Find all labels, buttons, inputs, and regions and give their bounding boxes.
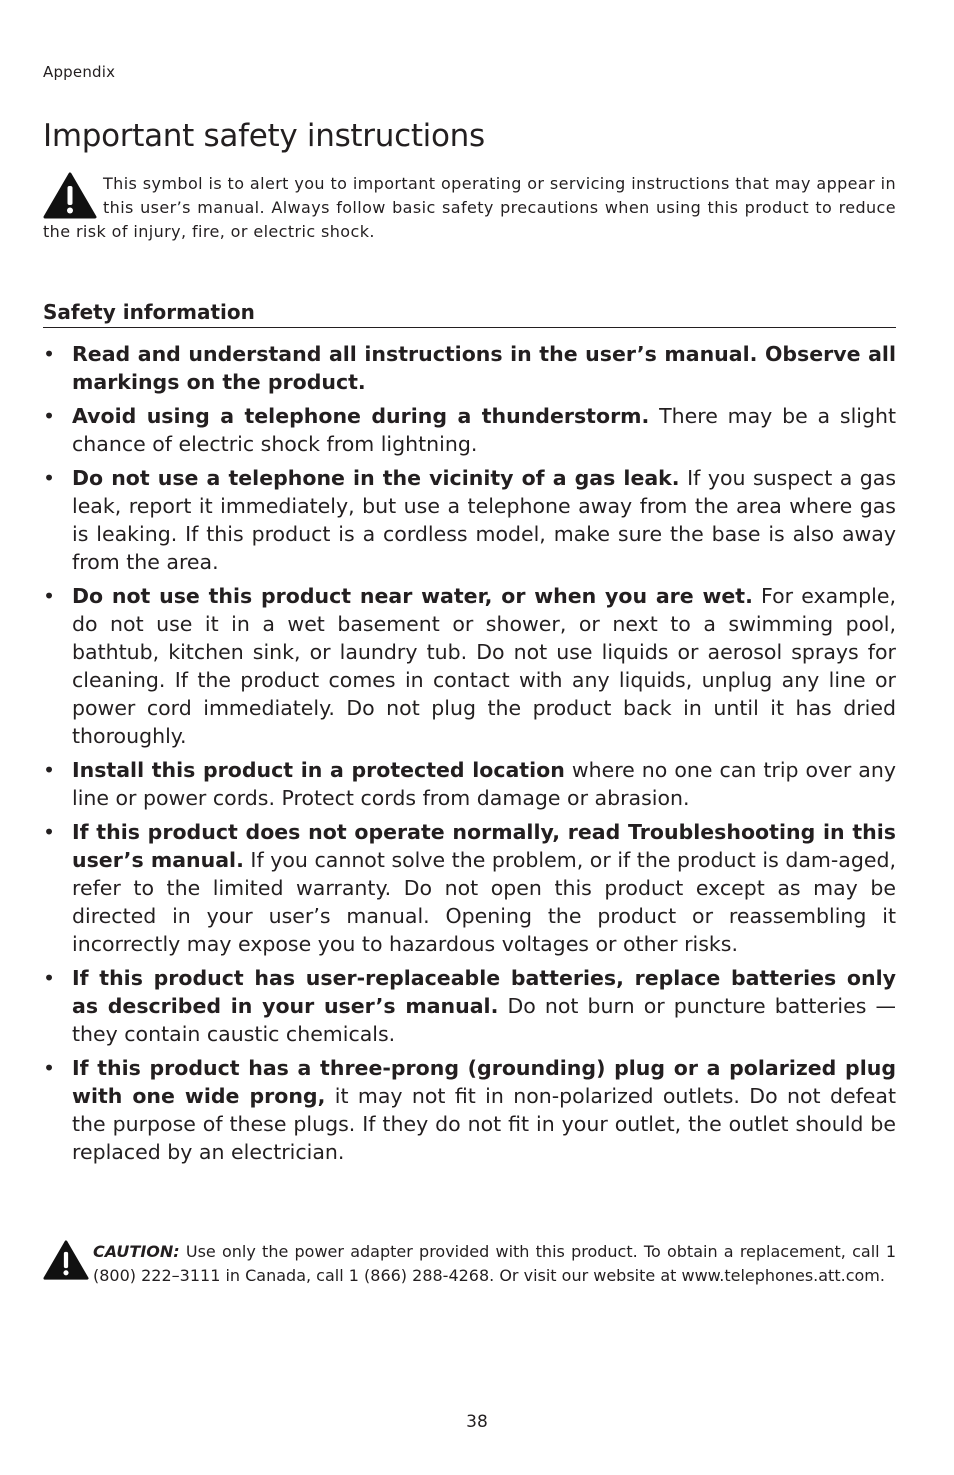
page-title: Important safety instructions bbox=[43, 118, 485, 154]
item-text: For example, do not use it in a wet basement or shower, or next to a swimming pool, bathtub, kitchen sink, or laundry tub. Do not use liquids or aerosol sprays for cleaning. If the product comes in contact with any liquids, unplug any line or power cord immediately. Do not plug the product back in until it has dried thoroughly. bbox=[72, 584, 896, 748]
item-bold-text: Install this product in a protected location bbox=[72, 758, 565, 782]
bullet: • bbox=[43, 1056, 56, 1080]
list-item bbox=[43, 818, 896, 958]
list-item bbox=[43, 582, 896, 750]
bullet: • bbox=[43, 820, 56, 844]
caution-label: CAUTION: bbox=[93, 1242, 180, 1261]
page-number: 38 bbox=[466, 1412, 488, 1432]
list-item bbox=[43, 1054, 896, 1166]
list-item bbox=[43, 964, 896, 1048]
item-bold-text: If this product has user-replaceable batteries, replace batteries only as described in your user’s manual. bbox=[72, 966, 896, 1018]
bullet: • bbox=[43, 404, 56, 428]
item-text: If you cannot solve the problem, or if the product is dam-aged, refer to the limited warranty. Do not open this product except as may be directed in your user’s manual. Opening the product or reassembling it incorrectly may expose you to hazardous voltages or other risks. bbox=[72, 848, 896, 956]
item-bold-text: If this product does not operate normally, read Troubleshooting in this user’s manual. bbox=[72, 820, 896, 872]
item-text: where no one can trip over any line or power cords. Protect cords from damage or abrasion. bbox=[72, 758, 896, 810]
warning-triangle-icon bbox=[43, 1240, 89, 1280]
item-text: Do not burn or puncture batteries — they contain caustic chemicals. bbox=[72, 994, 896, 1046]
item-text: There may be a slight chance of electric shock from lightning. bbox=[72, 404, 896, 456]
bullet: • bbox=[43, 342, 56, 366]
caution-note bbox=[43, 1240, 896, 1288]
bullet: • bbox=[43, 758, 56, 782]
list-item bbox=[43, 756, 896, 812]
item-bold-text: Do not use this product near water, or when you are wet. bbox=[72, 584, 753, 608]
list-item bbox=[43, 402, 896, 458]
section-label: Appendix bbox=[43, 63, 116, 81]
item-bold-text: If this product has a three-prong (grounding) plug or a polarized plug with one wide prong, bbox=[72, 1056, 896, 1108]
bullet: • bbox=[43, 584, 56, 608]
bullet: • bbox=[43, 966, 56, 990]
item-text: If you suspect a gas leak, report it immediately, but use a telephone away from the area where gas is leaking. If this product is a cordless model, make sure the base is also away from the area. bbox=[72, 466, 896, 574]
caution-text: Use only the power adapter provided with this product. To obtain a replacement, call 1 (800) 222–3111 in Canada, call 1 (866) 288-4268. Or visit our website at www.telephones.att.com. bbox=[93, 1242, 896, 1285]
intro-paragraph bbox=[43, 172, 896, 244]
item-text: it may not fit in non-polarized outlets. Do not defeat the purpose of these plugs. If they do not fit in your outlet, the outlet should be replaced by an electrician. bbox=[72, 1084, 897, 1164]
safety-list bbox=[43, 340, 896, 1172]
list-item bbox=[43, 464, 896, 576]
intro-text: This symbol is to alert you to important operating or servicing instructions that may appear in this user’s manual. Always follow basic safety precautions when using this product to reduce the risk of injury, fire, or electric shock. bbox=[43, 174, 896, 241]
warning-triangle-icon bbox=[43, 172, 97, 219]
item-bold-text: Do not use a telephone in the vicinity of a gas leak. bbox=[72, 466, 680, 490]
item-bold-text: Avoid using a telephone during a thunderstorm. bbox=[72, 404, 650, 428]
bullet: • bbox=[43, 466, 56, 490]
list-item bbox=[43, 340, 896, 396]
item-bold-text: Read and understand all instructions in the user’s manual. Observe all markings on the product. bbox=[72, 342, 896, 394]
safety-heading: Safety information bbox=[43, 300, 896, 328]
